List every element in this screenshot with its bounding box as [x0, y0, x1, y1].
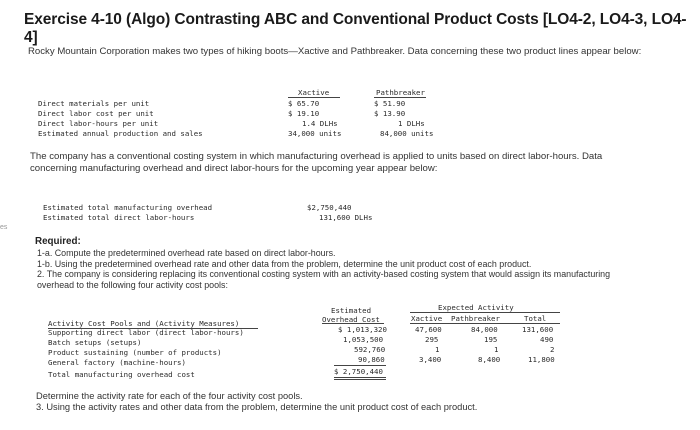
- pool-label: Batch setups (setups): [48, 338, 142, 347]
- group-rule: [410, 312, 560, 313]
- header-rule: [288, 97, 340, 98]
- cell-value: 11,800: [528, 355, 555, 364]
- required-item: 1-a. Compute the predetermined overhead rate based on direct labor-hours.: [37, 248, 336, 258]
- required-item: 2. The company is considering replacing its conventional costing system with an activity-based costing system that would assign its manufacturing overhead to the following four activity cost pools:: [37, 269, 611, 290]
- cell-value: $ 19.10: [288, 109, 320, 118]
- row-label: Estimated total direct labor-hours: [43, 213, 195, 222]
- exercise-title: Exercise 4-10 (Algo) Contrasting ABC and Conventional Product Costs [LO4-2, LO4-3, LO4-4]: [24, 11, 687, 46]
- cell-value: 1 DLHs: [398, 119, 425, 128]
- row-label: Estimated total manufacturing overhead: [43, 203, 213, 212]
- cell-value: 84,000: [471, 325, 498, 334]
- cell-value: 131,600 DLHs: [319, 213, 373, 222]
- row-label: Direct materials per unit: [38, 99, 150, 108]
- cell-value: 592,760: [354, 345, 386, 354]
- required-item: 1-b. Using the predetermined overhead rate and other data from the problem, determine the unit product cost of each product.: [37, 258, 532, 269]
- pool-label: Supporting direct labor (direct labor-hours): [48, 328, 244, 337]
- pool-label: Product sustaining (number of products): [48, 348, 222, 357]
- header-rule: [322, 323, 384, 324]
- sidebar-fragment: es: [0, 224, 8, 231]
- conventional-system-paragraph: The company has a conventional costing system in which manufacturing overhead is applied to units based on direct labor-hours. Data concerning manufacturing overhead and direct labor-hours for the upcoming year appear below:: [30, 151, 603, 174]
- col-header-overhead: Estimated: [331, 306, 372, 315]
- cell-value: $ 1,013,320: [338, 325, 387, 334]
- cell-value: 295: [425, 335, 439, 344]
- col-header-xactive: Xactive: [411, 314, 443, 323]
- header-rule: [374, 97, 426, 98]
- row-label: Direct labor-hours per unit: [38, 119, 159, 128]
- double-rule: [334, 377, 386, 378]
- cell-value: 1.4 DLHs: [302, 119, 338, 128]
- sum-rule: [334, 365, 386, 366]
- cell-value: $ 13.90: [374, 109, 406, 118]
- cell-value: $2,750,440: [307, 203, 352, 212]
- instruction-item: Determine the activity rate for each of the four activity cost pools.: [36, 391, 303, 401]
- cell-value: 1: [494, 345, 499, 354]
- instruction-item: 3. Using the activity rates and other data from the problem, determine the unit product cost of each product.: [36, 402, 478, 412]
- col-header-pool: Activity Cost Pools and (Activity Measures): [48, 319, 240, 328]
- cell-value: 1,053,500: [343, 335, 384, 344]
- col-header-overhead: Overhead Cost: [322, 315, 380, 324]
- cell-value: 90,860: [358, 355, 385, 364]
- bottom-instructions: [36, 391, 477, 413]
- required-heading: Required:: [35, 236, 81, 247]
- group-header: Expected Activity: [438, 303, 514, 312]
- cell-value-total: $ 2,750,440: [334, 367, 383, 376]
- cell-value: 2: [550, 345, 555, 354]
- row-label: Direct labor cost per unit: [38, 109, 154, 118]
- pool-label: General factory (machine-hours): [48, 358, 186, 367]
- double-rule: [334, 379, 386, 380]
- cell-value: $ 51.90: [374, 99, 406, 108]
- cell-value: 84,000 units: [380, 129, 434, 138]
- col-header-xactive: Xactive: [298, 88, 330, 97]
- cell-value: 131,600: [522, 325, 554, 334]
- header-rule: [410, 323, 560, 324]
- intro-paragraph: Rocky Mountain Corporation makes two types of hiking boots—Xactive and Pathbreaker. Data concerning these two product lines appear below:: [28, 46, 642, 57]
- cell-value: 1: [435, 345, 440, 354]
- cell-value: 195: [484, 335, 498, 344]
- pool-label-total: Total manufacturing overhead cost: [48, 370, 195, 379]
- cell-value: 490: [540, 335, 554, 344]
- cell-value: 34,000 units: [288, 129, 342, 138]
- cell-value: $ 65.70: [288, 99, 320, 108]
- required-list: [37, 248, 647, 290]
- col-header-pathbreaker: Pathbreaker: [376, 88, 425, 97]
- col-header-pathbreaker: Pathbreaker: [451, 314, 500, 323]
- cell-value: 3,400: [419, 355, 442, 364]
- cell-value: 8,400: [478, 355, 501, 364]
- row-label: Estimated annual production and sales: [38, 129, 203, 138]
- col-header-total: Total: [524, 314, 547, 323]
- cell-value: 47,600: [415, 325, 442, 334]
